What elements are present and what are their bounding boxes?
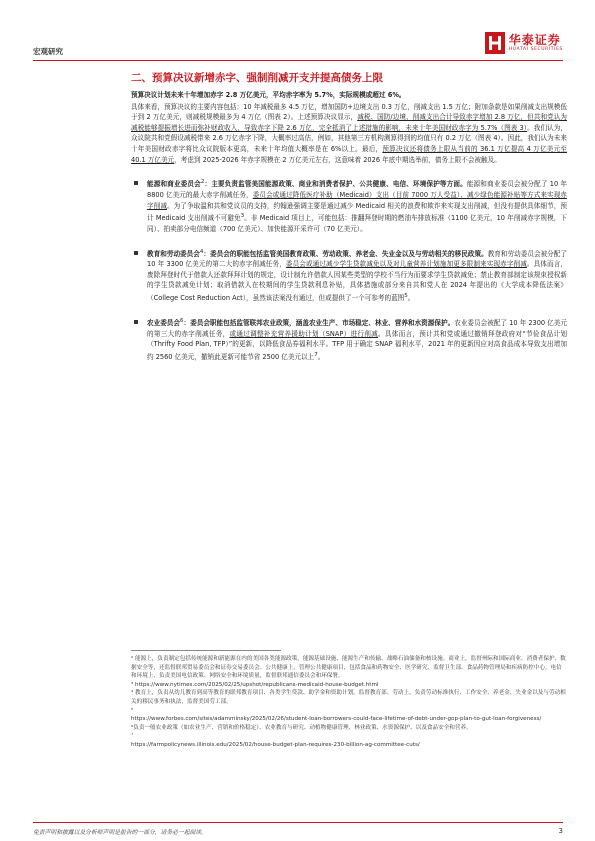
footnote-ref: 6 xyxy=(180,317,184,324)
report-body xyxy=(131,90,567,363)
footnote-divider xyxy=(131,650,281,651)
bullet3-text-c: 农业委员会被配了 10 年 2300 亿美元的第三大的赤字削减任务， xyxy=(147,319,568,338)
bullet2-text-c: 教育和劳动委员会被分配了 10 年 3300 亿美元的第二大的赤字削减任务， xyxy=(147,249,568,269)
bullet3-lead: ：委员会职能包括监管联邦农业政策，涵盖农业生产、市场稳定、林业、营养和水资源保护。 xyxy=(183,319,455,328)
header-divider xyxy=(33,60,563,61)
bullet2-heading: 教育和劳动委员会 xyxy=(147,249,200,258)
footnote-2: ² 能源上，负责制定包括传统能源和新能源在内的美国各类能源政策，能源基础设施、能源生产和传输、战略石油储备和核设施。商业上，监督州际和国际商业、消费者保护、数据安全等，还监督联邦贸易委员会和证券交易委员会。公共健康上，管理公共健康项目，包括食品和药物安全、医学研究、监督卫生部、食品药物管理局和疾病防控中心。电信和环境上，负责美国电信政策、网络安全和环境质量，监督联邦通信委员会和环保署。 xyxy=(131,656,566,680)
logo-name-cn: 华泰证券 xyxy=(508,33,561,47)
para1-text-d: 预算决议还将债务上限从当前的 36.1 万亿提高 4 万亿美元至 40.1 万亿美元 xyxy=(131,144,567,164)
bullet-education-labor xyxy=(131,247,567,304)
footnote-7-marker: ⁷ xyxy=(131,733,134,740)
bullet1-text-f: 。非 Medicaid 项目上，可能包括：推翻拜登时期的燃油车排放标准（1100 亿美元，10 年削减赤字规模，下同）、拍卖部分电信频道（700 亿美元）、加快能源开采许可（70 亿美元）。 xyxy=(147,214,568,233)
brand-logo xyxy=(485,32,563,54)
footnote-ref: 5 xyxy=(404,293,408,300)
section-title: 二、预算决议新增赤字、强制削减开支并提高债务上限 xyxy=(131,72,383,84)
footnotes xyxy=(131,650,567,750)
bullet1-text-d: 委员会或通过降低医疗补助（Medicaid）支出（目前 7000 万人受益）、减少绿色能源补贴等方式来实现赤字削减 xyxy=(147,190,567,210)
bullet3-text-f: 。 xyxy=(317,353,325,361)
bullet2-lead: ：委员会的职能包括监管美国教育政策、劳动政策、养老金、失业金以及与劳动相关的移民政策。 xyxy=(203,249,488,258)
footnote-7-link[interactable]: https://farmpolicynews.illinois.edu/2025/02/house-budget-plan-requires-230-billion-ag-committee-cuts/ xyxy=(131,741,420,748)
bullet3-text-e: 。具体而言，预计共和党或通过撤销拜登政府对“节俭食品计划（Thrifty Food Plan, TFP）”的更新，以降低食品券福利水平。TFP 用于确定 SNAP 福利水平，2021 年的更新因应对高食品成本导致支出增加约 2560 亿美元，撤销此更新可能节省 2500 亿美元以上 xyxy=(147,329,568,361)
bullet1-text-c: 能源和商业委员会被分配了 10 年 8800 亿美元的最大赤字削减任务， xyxy=(147,180,567,199)
page-header xyxy=(33,32,563,62)
footnote-5-link[interactable]: https://www.forbes.com/sites/adamminsky/2025/02/26/student-loan-borrowers-could-face-lifetime-of-debt-under-gop-plan-to-gut-loan-forgiveness/ xyxy=(131,716,542,723)
footnote-5-marker: ⁵ xyxy=(131,707,134,714)
footnote-4: ⁴ 教育上，负责从幼儿教育到高等教育的联邦教育项目、各类学生贷款、助学金和资助计划，监督教育部。劳动上，负责劳动标准执行、工作安全、养老金、失业金以及与劳动相关的移民事务和执法，监督美国劳工部。 xyxy=(131,690,566,705)
huatai-logo-icon xyxy=(485,32,505,54)
page-number: 3 xyxy=(558,827,563,835)
bullet1-heading: 能源和商业委员会 xyxy=(147,180,201,189)
report-category: 宏观研究 xyxy=(33,47,63,56)
page-footer xyxy=(33,827,563,836)
bullet2-text-f: 。 xyxy=(407,294,415,303)
footer-divider xyxy=(33,822,563,823)
bullet-agriculture xyxy=(131,316,567,363)
logo-name-en: HUATAI SECURITIES xyxy=(508,47,563,52)
footnote-ref: 3 xyxy=(240,213,245,220)
disclaimer-text: 免责声明和披露以及分析师声明是报告的一部分，请务必一起阅读。 xyxy=(33,830,207,836)
para1-text-a: 具体来看，预算决议的主要内容包括：10 年减税最多 4.5 万亿，增加国防+边境支出 0.3 万亿，削减支出 1.5 万亿；附加条款是如果削减支出规模低于到 2 万亿美元，则减税规模最多为 4 万亿（图表 2）。上述预算决议显示， xyxy=(131,102,567,122)
footnote-ref: 7 xyxy=(314,351,318,358)
footnote-3-link[interactable]: ³ https://www.nytimes.com/2025/02/25/upshot/republicans-medicaid-house-budget.html xyxy=(131,681,379,688)
para1-text-c: 。我们认为，众议院共和党假设减税带来 2.6 万亿赤字下降，大概率过高估，例如，其他第三方机构测算得到的均值只有 0.2 万亿（图表 4）。因此，我们认为未来十年美国财政赤字将比众议院版本更高，未来十年均值大概率是在 6%以上。最后， xyxy=(131,123,567,153)
bullet1-lead: ：主要负责监管美国能源政策、商业和消费者保护、公共健康、电信、环境保护等方面。 xyxy=(204,180,467,189)
bullet2-text-e: 。具体而言，废除拜登时代于借款人还款拜拜计划的规定，设计制允许借款人因某些类型的学校不当行为而要求学生贷款减免；禁止教育部制定该规束授权新的学生贷款减免计划；取消借款人在校期间的学生贷款利息补贴，具体措施或部分来自共和党人在 2024 年提出的《大学成本降低法案》（College Cost Reduction Act），虽然该法案没有通过，但或提供了一个可参考的蓝图 xyxy=(147,260,567,303)
paragraph-budget-overview xyxy=(131,102,567,166)
para1-text-e: ，考虑到 2025-2026 年赤字规模在 2 万亿美元左右，这意味着 2026 年底中期选举前，债务上限不会被触及。 xyxy=(174,155,501,164)
bullet3-text-d: 或通过调整补充营养援助计划（SNAP）进行削减 xyxy=(229,329,378,338)
para1-text-b: 减税、国防/边境、削减支出合计导致赤字增加 2.8 万亿，但共和党认为减税能够提振增长进而弥补财政收入，导致赤字下降 2.6 万亿，完全抵消了上述措施的影响，未来十年美国财政赤字为 5.7%（图表 3） xyxy=(131,113,567,132)
lead-sentence: 预算决议计划未来十年增加赤字 2.8 万亿美元，平均赤字率为 5.7%，实际规模或超过 6%。 xyxy=(131,91,406,99)
bullet1-text-e: 。为了争取温和共和党议员的支持，约翰逊强调主要是通过减少 Medicaid 相关的浪费和欺诈来实现支出削减，但没有提供具体细节，预计 Medicaid 支出削减不可避免 xyxy=(147,201,567,223)
bullet3-heading: 农业委员会 xyxy=(147,319,181,328)
footnote-6: ⁶负责一般农业政策（如农业生产、营销和价格稳定）、农业教育与研究、动植物健康管理、林业政策、水资源保护、以及食品安全和营养。 xyxy=(131,724,472,731)
footnote-ref: 4 xyxy=(199,248,204,255)
bullet-energy-commerce xyxy=(131,177,567,234)
footnote-ref: 2 xyxy=(200,179,205,186)
bullet2-text-d: 委员会或通过减少学生贷款减免以及对儿童营养计划施加更多限制来实现赤字削减 xyxy=(285,260,527,269)
